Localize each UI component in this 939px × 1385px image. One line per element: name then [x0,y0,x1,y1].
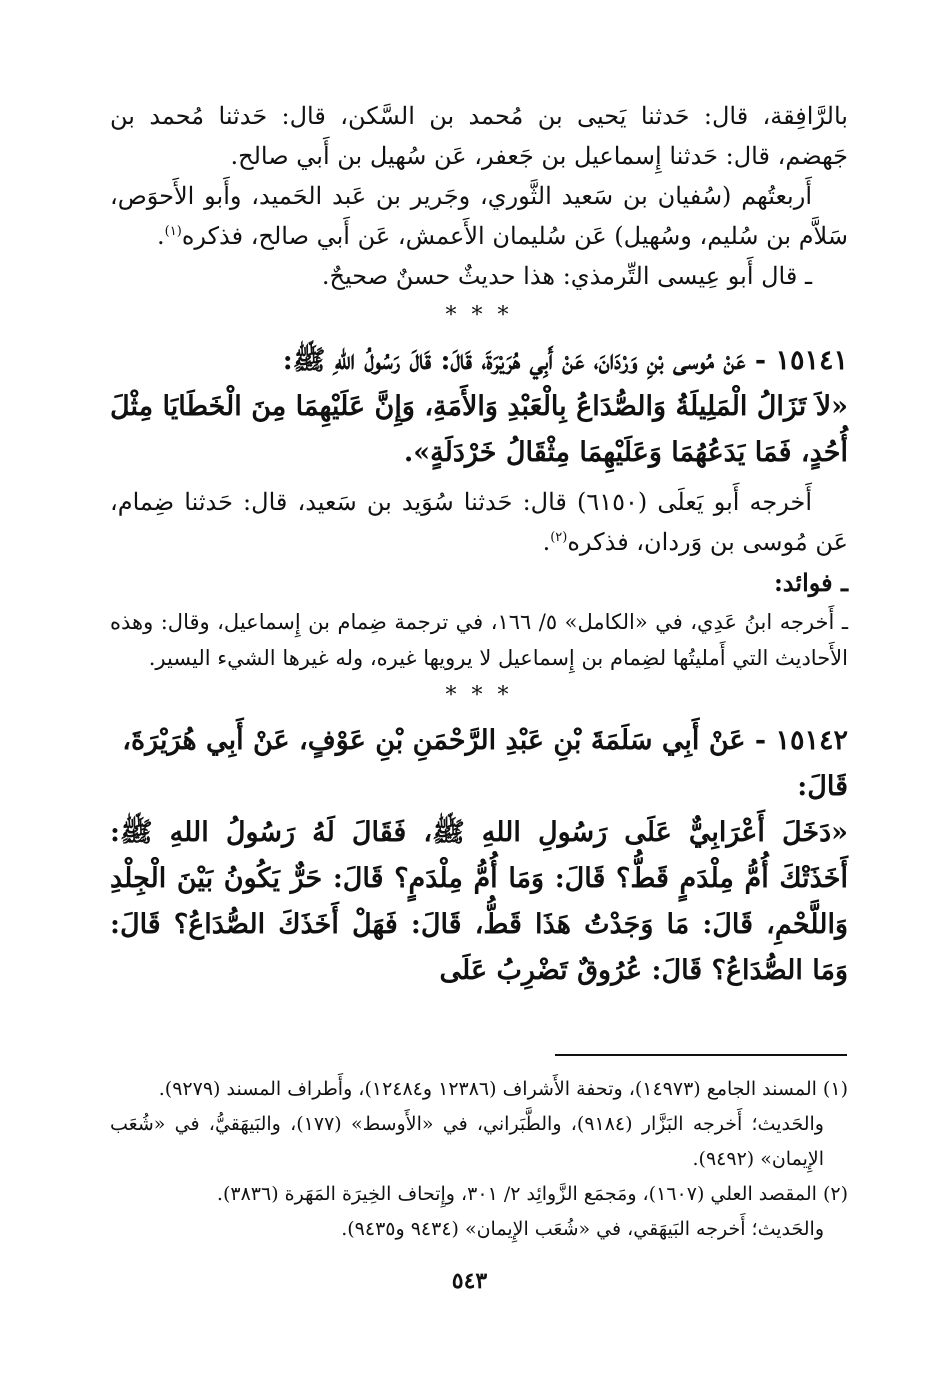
hadith-15142-heading: ١٥١٤٢ - عَنْ أَبِي سَلَمَةَ بْنِ عَبْدِ الرَّحْمَنِ بْنِ عَوْفٍ، عَنْ أَبِي هُرَيْرَةَ، قَالَ: [122,725,848,802]
footnotes [110,1072,848,1247]
paragraph-four-narrators: أَربعتُهم (سُفيان بن سَعيد الثَّوري، وجَرير بن عَبد الحَميد، وأَبو الأَحوَص، سَلاَّم بن سُليم، وسُهيل) عَن سُليمان الأَعمش، عَن أَبي صالح، فذكره$^{(١)}$. [110,182,848,250]
hadith-15142-text: «دَخَلَ أَعْرَابِيٌّ عَلَى رَسُولِ اللهِ ﷺ، فَقَالَ لَهُ رَسُولُ اللهِ ﷺ: أَخَذَتْكَ أُمُّ مِلْدَمٍ قَطُّ؟ قَالَ: وَمَا أُمُّ مِلْدَمٍ؟ قَالَ: حَرٌّ يَكُونُ بَيْنَ الْجِلْدِ وَاللَّحْمِ، قَالَ: مَا وَجَدْتُ هَذَا قَطُّ، قَالَ: فَهَلْ أَخَذَكَ الصُّدَاعُ؟ قَالَ: وَمَا الصُّدَاعُ؟ قَالَ: عُرُوقٌ تَضْرِبُ عَلَى [110,817,848,986]
footnote-1-hadith: والحَديث؛ أَخرجه البَزَّار (٩١٨٤)، والطَّبَراني، في «الأَوسط» (١٧٧)، والبَيهَقيُّ، في «شُعَب الإِيمان» (٩٤٩٢). [110,1113,824,1170]
footnote-2-hadith: والحَديث؛ أَخرجه البَيهَقي، في «شُعَب الإِيمان» (٩٤٣٤ و٩٤٣٥). [341,1218,824,1240]
paragraph-abu-yala: أَخرجه أَبو يَعلَى (٦١٥٠) قال: حَدثنا سُوَيد بن سَعيد، قال: حَدثنا ضِمام، عَن مُوسى بن وَردان، فذكره$^{(٢)}$. [110,488,848,556]
main-text [110,96,848,994]
paragraph-four-narrators-text: أَربعتُهم (سُفيان بن سَعيد الثَّوري، وجَرير بن عَبد الحَميد، وأَبو الأَحوَص، سَلاَّم بن سُليم، وسُهيل) عَن سُليمان الأَعمش، عَن أَبي صالح، فذكره [110,182,848,250]
hadith-15141-text: «لاَ تَزَالُ الْمَلِيلَةُ وَالصُّدَاعُ بِالْعَبْدِ وَالأَمَةِ، وَإِنَّ عَلَيْهِمَا مِنَ الْخَطَايَا مِثْلَ أُحُدٍ، فَمَا يَدَعُهُمَا وَعَلَيْهِمَا مِثْقَالُ خَرْدَلَةٍ». [110,391,848,468]
paragraph-abu-yala-text: أَخرجه أَبو يَعلَى (٦١٥٠) قال: حَدثنا سُوَيد بن سَعيد، قال: حَدثنا ضِمام، عَن مُوسى بن وَردان، فذكره [110,488,848,556]
footnote-1-sources: (١) المسند الجامع (١٤٩٧٣)، وتحفة الأَشراف (١٢٣٨٦ و١٢٤٨٤)، وأَطراف المسند (٩٢٧٩). [158,1078,848,1100]
separator-stars: * * * [445,303,513,328]
hadith-15141-heading: ١٥١٤١ - عَنْ مُوسى بْنِ وَرْدَانَ، عَنْ أَبِي هُرَيْرَةَ، قَالَ: قَالَ رَسُولُ اللهِ ﷺ: [282,345,848,376]
tirmidhi-grading: ـ قال أَبو عِيسى التِّرمذي: هذا حديثٌ حسنٌ صحيحٌ. [321,262,812,290]
page-number: ٥٤٣ [451,1268,488,1294]
paragraph-isnad: بالرَّافِقة، قال: حَدثنا يَحيى بن مُحمد بن السَّكن، قال: حَدثنا مُحمد بن جَهضم، قال: حَدثنا إِسماعيل بن جَعفر، عَن سُهيل بن أَبي صالح. [110,102,848,170]
footnote-divider [555,1054,847,1056]
footnote-ref-1[interactable]: (١) [164,224,182,239]
fawaid-heading: ـ فوائد: [773,568,848,597]
separator-stars-2: * * * [445,683,513,708]
paragraph-ibn-adi: ـ أَخرجه ابنُ عَدِي، في «الكامل» ٥/ ١٦٦، في ترجمة ضِمام بن إِسماعيل، وقال: وهذه الأَحاديث التي أَمليتُها لضِمام بن إِسماعيل لا يرويها غيره، وله غيرها الشيء اليسير. [110,610,848,670]
footnote-ref-2[interactable]: (٢) [550,530,568,545]
footnote-2-sources: (٢) المقصد العلي (١٦٠٧)، ومَجمَع الزَّوائِد ٢/ ٣٠١، وإِتحاف الخِيرَة المَهَرة (٣٨٣٦). [216,1183,848,1205]
